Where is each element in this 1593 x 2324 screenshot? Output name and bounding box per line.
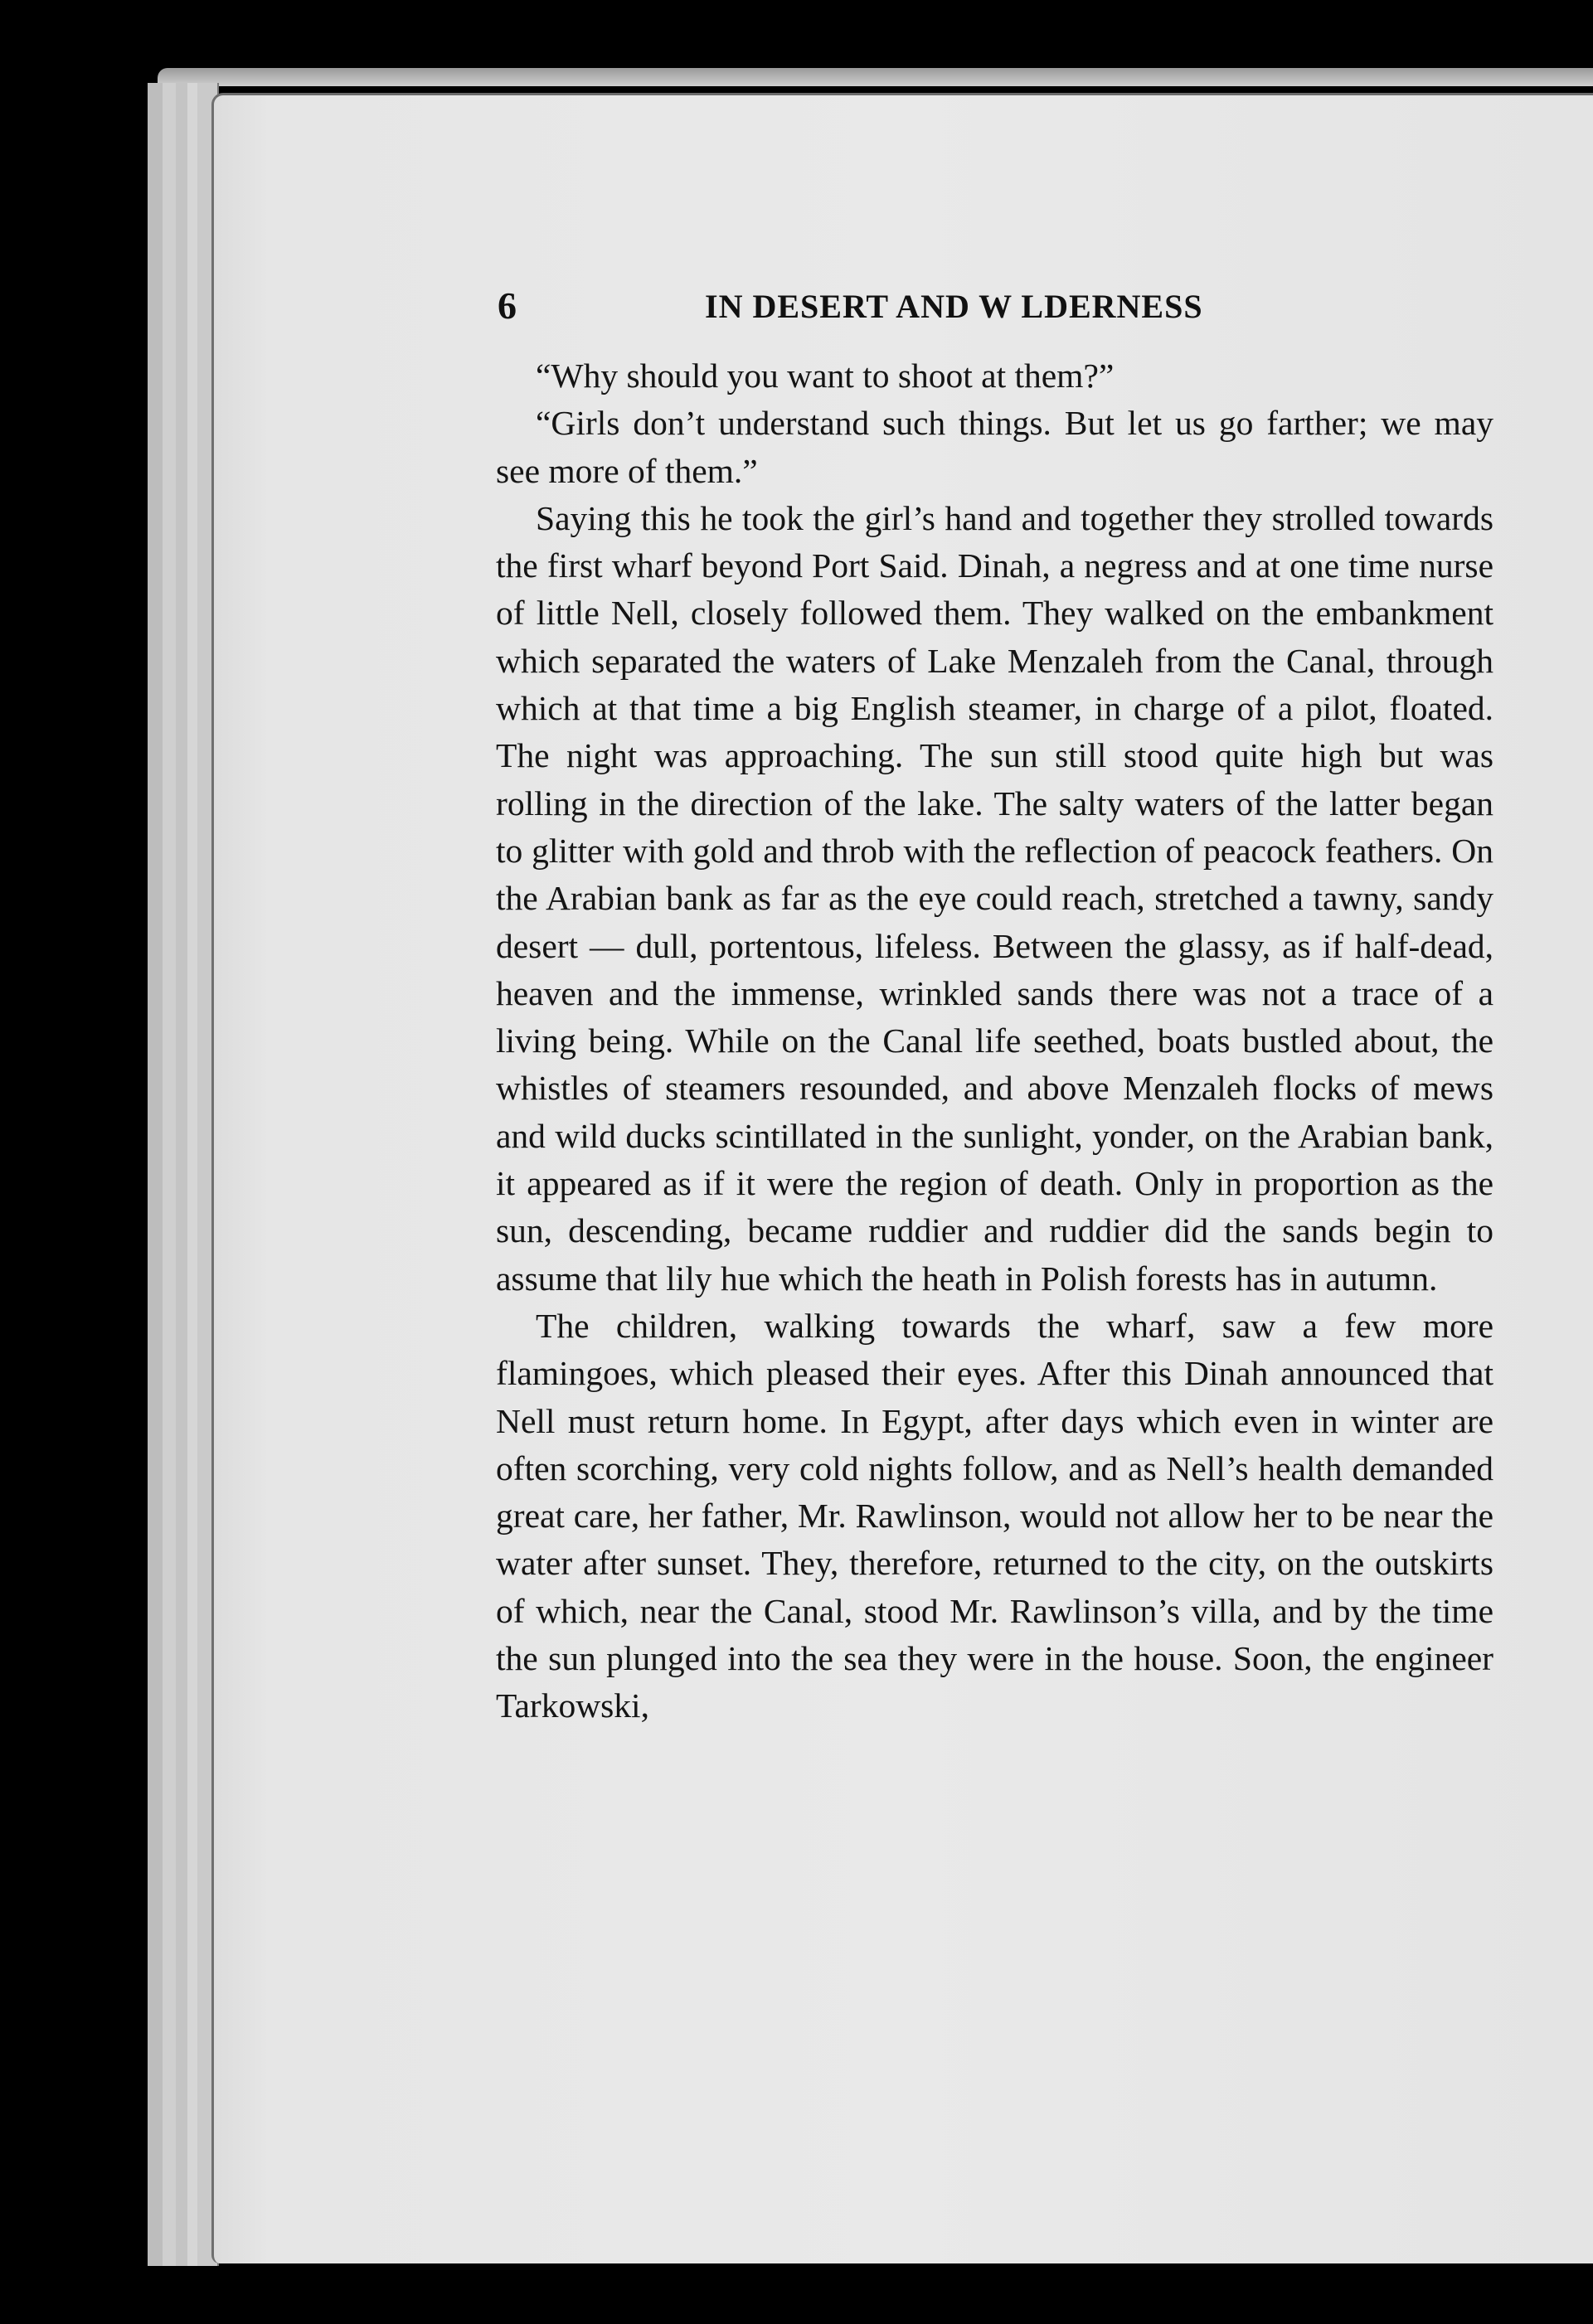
paragraph: “Girls don’t understand such things. But let us go farther; we may see more of them.” xyxy=(496,404,1493,490)
paragraph: “Why should you want to shoot at them?” xyxy=(536,357,1115,395)
running-title: IN DESERT AND W LDERNESS xyxy=(705,288,1203,325)
page-number: 6 xyxy=(498,284,517,327)
paragraph: The children, walking towards the wharf, saw a few more flamingoes, which pleased their eyes. After this Dinah announced that Nell must return home. In Egypt, after days which even in winter are often scorching, very cold nights follow, and as Nell’s health demanded great care, her father, Mr. Rawlinson, would not allow her to be near the water after sunset. They, therefore, returned to the city, on the outskirts of which, near the Canal, stood Mr. Rawlinson’s villa, and by the time the sun plunged into the sea they were in the house. Soon, the engineer Tarkowski, xyxy=(496,1306,1493,1725)
paragraph: Saying this he took the girl’s hand and together they strolled towards the first wharf beyond Port Said. Dinah, a negress and at one time nurse of little Nell, closely followed them. They walked on the embankment which separated the waters of Lake Menzaleh from the Canal, through which at that time a big English steamer, in charge of a pilot, floated. The night was approaching. The sun still stood quite high but was rolling in the direction of the lake. The salty waters of the latter began to glitter with gold and throb with the reflection of peacock feathers. On the Arabian bank as far as the eye could reach, stretched a tawny, sandy desert — dull, portentous, lifeless. Between the glassy, as if half-dead, heaven and the immense, wrinkled sands there was not a trace of a living being. While on the Canal life seethed, boats bustled about, the whistles of steamers resounded, and above Menzaleh flocks of mews and wild ducks scintillated in the sunlight, yonder, on the Arabian bank, it appeared as if it were the region of death. Only in proportion as the sun, descending, became ruddier and ruddier did the sands begin to assume that lily hue which the heath in Polish forests has in autumn. xyxy=(496,498,1493,1298)
page-top-edge xyxy=(158,68,1593,86)
page-header xyxy=(498,284,1534,333)
body-text xyxy=(496,352,1493,1730)
